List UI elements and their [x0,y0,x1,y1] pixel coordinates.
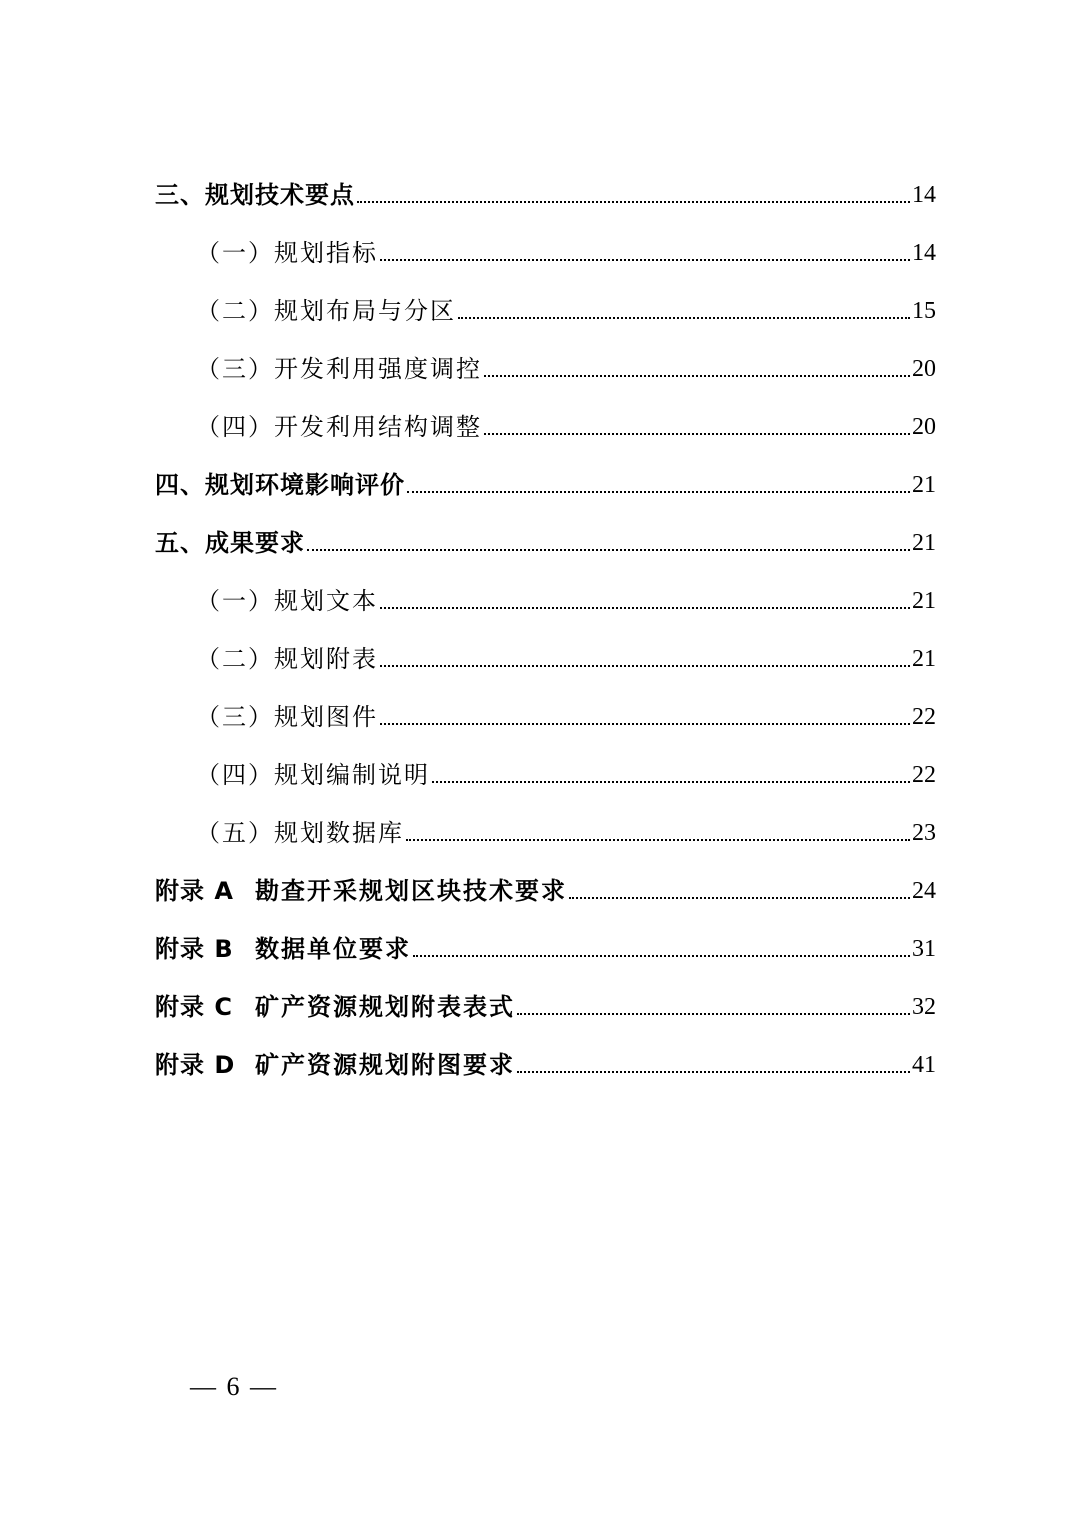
dot-leader [484,375,910,377]
dot-leader [517,1013,910,1015]
toc-entry-page: 21 [912,530,936,556]
appendix-code: 附录 C [155,993,233,1021]
appendix-code: 附录 A [155,877,234,905]
toc-entry-5-5[interactable] [196,808,936,848]
toc-entry-label: （四）开发利用结构调整 [196,413,482,441]
toc-entry-section-3[interactable] [155,170,936,210]
dot-leader [569,897,910,899]
toc-entry-label: （五）规划数据库 [196,819,404,847]
toc-entry-label: （一）规划文本 [196,587,378,615]
toc-entry-page: 24 [912,878,936,904]
toc-entry-5-4[interactable] [196,750,936,790]
toc-entry-page: 14 [912,240,936,266]
toc-entry-label: （四）规划编制说明 [196,761,430,789]
toc-entry-page: 15 [912,298,936,324]
toc-entry-page: 20 [912,414,936,440]
toc-entry-label: （一）规划指标 [196,239,378,267]
dot-leader [484,433,910,435]
dot-leader [458,317,910,319]
toc-entry-3-4[interactable] [196,402,936,442]
appendix-code: 附录 D [155,1051,236,1079]
toc-entry-page: 32 [912,994,936,1020]
toc-entry-section-4[interactable] [155,460,936,500]
toc-entry-label: 三、规划技术要点 [155,181,355,209]
toc-entry-5-3[interactable] [196,692,936,732]
page-number: — 6 — [190,1372,278,1401]
toc-entry-appendix-c[interactable] [155,982,936,1022]
appendix-title: 矿产资源规划附图要求 [255,1051,515,1079]
toc-entry-label: （三）开发利用强度调控 [196,355,482,383]
toc-entry-page: 20 [912,356,936,382]
toc-entry-label: 五、成果要求 [155,529,305,557]
dot-leader [307,549,910,551]
toc-entry-label: （二）规划布局与分区 [196,297,456,325]
dot-leader [380,665,910,667]
toc-entry-page: 22 [912,762,936,788]
toc-entry-label: （二）规划附表 [196,645,378,673]
toc-entry-page: 21 [912,588,936,614]
appendix-code: 附录 B [155,935,234,963]
dot-leader [432,781,910,783]
dot-leader [357,201,910,203]
toc-entry-3-1[interactable] [196,228,936,268]
toc-entry-page: 22 [912,704,936,730]
dot-leader [380,259,910,261]
toc-entry-page: 14 [912,182,936,208]
appendix-title: 矿产资源规划附表表式 [255,993,515,1021]
dot-leader [380,723,910,725]
appendix-title: 勘查开采规划区块技术要求 [255,877,567,905]
toc-entry-appendix-a[interactable] [155,866,936,906]
toc-entry-label: （三）规划图件 [196,703,378,731]
toc-entry-label: 四、规划环境影响评价 [155,471,405,499]
dot-leader [380,607,910,609]
dot-leader [517,1071,910,1073]
toc-entry-page: 21 [912,646,936,672]
toc-entry-3-3[interactable] [196,344,936,384]
dot-leader [406,839,910,841]
toc-entry-page: 31 [912,936,936,962]
toc-entry-appendix-d[interactable] [155,1040,936,1080]
toc-entry-5-1[interactable] [196,576,936,616]
toc-entry-3-2[interactable] [196,286,936,326]
toc-entry-page: 41 [912,1052,936,1078]
toc-entry-appendix-b[interactable] [155,924,936,964]
dot-leader [407,491,910,493]
dot-leader [413,955,910,957]
toc-entry-page: 23 [912,820,936,846]
appendix-title: 数据单位要求 [255,935,411,963]
toc-entry-section-5[interactable] [155,518,936,558]
toc-entry-page: 21 [912,472,936,498]
toc-entry-5-2[interactable] [196,634,936,674]
